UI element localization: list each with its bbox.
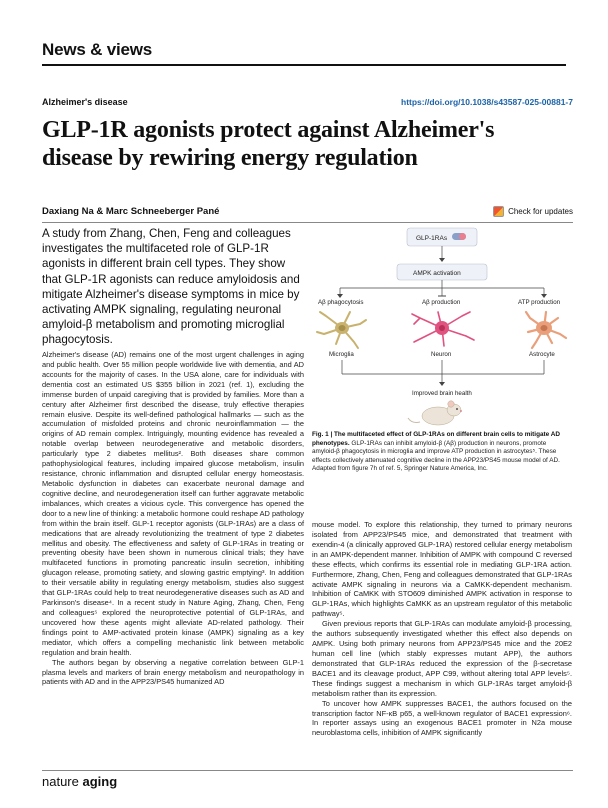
figure-caption xyxy=(312,431,570,474)
check-updates-label: Check for updates xyxy=(508,207,573,216)
body-paragraph: The authors began by observing a negative correlation between GLP-1 plasma levels and markers of brain energy metabolism and neuropathology in patients with AD and in the APP23/PS45 humanized AD xyxy=(42,657,304,687)
left-effect-label: Aβ phagocytosis xyxy=(318,299,364,306)
right-effect-label: ATP production xyxy=(518,299,561,306)
astrocyte-icon xyxy=(526,312,566,348)
ampk-label: AMPK activation xyxy=(413,270,461,277)
body-paragraph: To uncover how AMPK suppresses BACE1, the authors focused on the transcription factor NF-κB p65, a well-known regulator of BACE1 expression⁶. In reporter assays using an exogenous BACE1 promoter in N2a mouse neuroblastoma cells, inhibition of AMPK significantly xyxy=(312,698,572,738)
article-authors: Daxiang Na & Marc Schneeberger Pané xyxy=(42,206,220,217)
microglia-icon xyxy=(317,312,366,348)
section-header: News & views xyxy=(42,40,153,59)
figure-1 xyxy=(312,224,572,428)
body-column-right xyxy=(312,520,572,738)
check-updates-icon xyxy=(493,206,504,217)
arrowhead-left xyxy=(337,294,343,298)
arrowhead-ampk xyxy=(439,258,445,262)
doi-link[interactable]: https://doi.org/10.1038/s43587-025-00881-7 xyxy=(401,97,573,107)
glp1ras-label: GLP-1RAs xyxy=(416,235,448,242)
astrocyte-label: Astrocyte xyxy=(529,351,555,358)
journal-name-bold: aging xyxy=(82,774,118,789)
caption-text: GLP-1RAs can inhibit amyloid-β (Aβ) production in neurons, promote amyloid-β phagocytosis in microglia and improve ATP production in astrocytes⁵. These effects collectively attenuated cognitive decline in the APP23/PS45 mouse model of AD. Adapted from figure 7h of ref. 5, Springer Nature America, Inc. xyxy=(312,439,560,473)
check-updates-button[interactable] xyxy=(493,206,573,217)
authors-rule xyxy=(42,222,573,223)
microglia-label: Microglia xyxy=(329,351,354,358)
mid-effect-label: Aβ production xyxy=(422,299,461,306)
neuron-icon xyxy=(412,312,474,346)
neuron-label: Neuron xyxy=(431,351,452,358)
improved-brain-health-label: Improved brain health xyxy=(412,390,472,397)
body-column-left xyxy=(42,350,304,687)
journal-name-light: nature xyxy=(42,774,79,789)
mouse-icon xyxy=(408,401,462,425)
arrowhead-bottom xyxy=(439,382,445,386)
body-paragraph: mouse model. To explore this relationship, they turned to primary neurons isolated from APP23/PS45 mice, and demonstrated that treatment with exendin-4 (a clinically approved GLP-1RA) restored cellular energy metabolism in an AMPK-dependent manner. Inhibition of AMPK with compound C reversed these effects, which confirms its essential role in mediating GLP-1RA action. Furthermore, Zhang, Chen, Feng and colleagues demonstrated that GLP-1RAs activate AMPK signaling in neurons via a CaMKK-dependent mechanism. Inhibition of CaMKK with STO609 diminished AMPK activation in response to GLP-1RAs, which highlights CaMKK as an upstream regulator of this metabolic pathway⁵. xyxy=(312,520,572,619)
body-paragraph: Given previous reports that GLP-1RAs can modulate amyloid-β processing, the authors subsequently investigated whether this effect also depends on AMPK. Using both primary neurons from APP23/PS45 mice and the 20E2 human cell line (which stably expresses mutant APP), the authors demonstrated that GLP-1RAs reduced the expression of the β-secretase BACE1 and its cleavage product, APP C99, without altering total APP levels⁵. These findings suggest a mechanism in which GLP-1RAs target amyloid-β metabolism rather than its expression. xyxy=(312,619,572,698)
standfirst: A study from Zhang, Chen, Feng and colleagues investigates the multifaceted role of GLP-1R agonists in different brain cell types. They show that GLP-1R agonists can reduce amyloidosis and mitigate Alzheimer's disease symptoms in mice by activating AMPK signaling, regulating neuronal amyloid-β metabolism and promoting microglial phagocytosis. xyxy=(42,227,300,347)
journal-logo xyxy=(42,774,117,789)
arrowhead-right xyxy=(541,294,547,298)
header-rule xyxy=(42,64,566,66)
article-category: Alzheimer's disease xyxy=(42,97,128,107)
pill-icon xyxy=(452,233,466,240)
caption-label: Fig. 1 | The multifaceted effect of GLP-1RAs on different brain cells to mitigate AD phenotypes. xyxy=(312,431,560,447)
figure-diagram xyxy=(312,224,572,428)
footer-rule xyxy=(42,770,573,771)
article-title: GLP-1R agonists protect against Alzheimer's disease by rewiring energy regulation xyxy=(42,117,495,171)
body-paragraph: Alzheimer's disease (AD) remains one of the most urgent challenges in aging and public health. Over 55 million people worldwide live with dementia, and AD accounts for the majority of cases. In the USA alone, care for individuals with dementia cost an estimated US $355 billion in 2021 (ref. 1), excluding the immense burden of unpaid caregiving that is provided by families. More than a century after Alzheimer first described the disease, truly effective therapies remain elusive. Despite its well-defined pathological hallmarks — such as the accumulation of misfolded proteins and chronic neuroinflammation — the origins of AD remain complex. Intriguingly, mounting evidence has revealed a notable overlap between neurodegenerative and metabolic disorders, particularly type 2 diabetes mellitus². Both diseases share common pathophysiological features, including impaired glucose metabolism, insulin resistance, chronic inflammation and disrupted cellular energy homeostasis. Metabolic dysfunction in diabetes can exacerbate neuronal damage and cognitive decline, and neurodegeneration itself can further aggravate metabolic imbalances, which creates a vicious cycle. This convergence has opened the door to a new line of thinking: a metabolic hormone could reshape AD pathology from within the brain itself. GLP-1 receptor agonists (GLP-1RAs) are a class of medications that are already revolutionizing the treatment of type 2 diabetes mellitus and obesity. The effectiveness and safety of GLP-1RAs in treating or preventing obesity have been shown in numerous clinical trials; they have multifaceted functions in promoting pancreatic insulin secretion, inhibiting glucagon release, promoting satiety, and slowing gastric emptying³. In addition to their versatile ability in regulating energy metabolism, studies also suggest that GLP-1RAs could help to treat neurodegenerative diseases such as AD and Parkinson's disease⁴. In a recent study in Nature Aging, Zhang, Chen, Feng and colleagues⁵ explored the neuroprotective potential of GLP-1RAs, and uncovered how these agents might alleviate AD-related pathology. Their findings point to AMP-activated protein kinase (AMPK) signaling as a key mediator, which offers a compelling mechanistic link between metabolic regulation and brain health. xyxy=(42,350,304,657)
